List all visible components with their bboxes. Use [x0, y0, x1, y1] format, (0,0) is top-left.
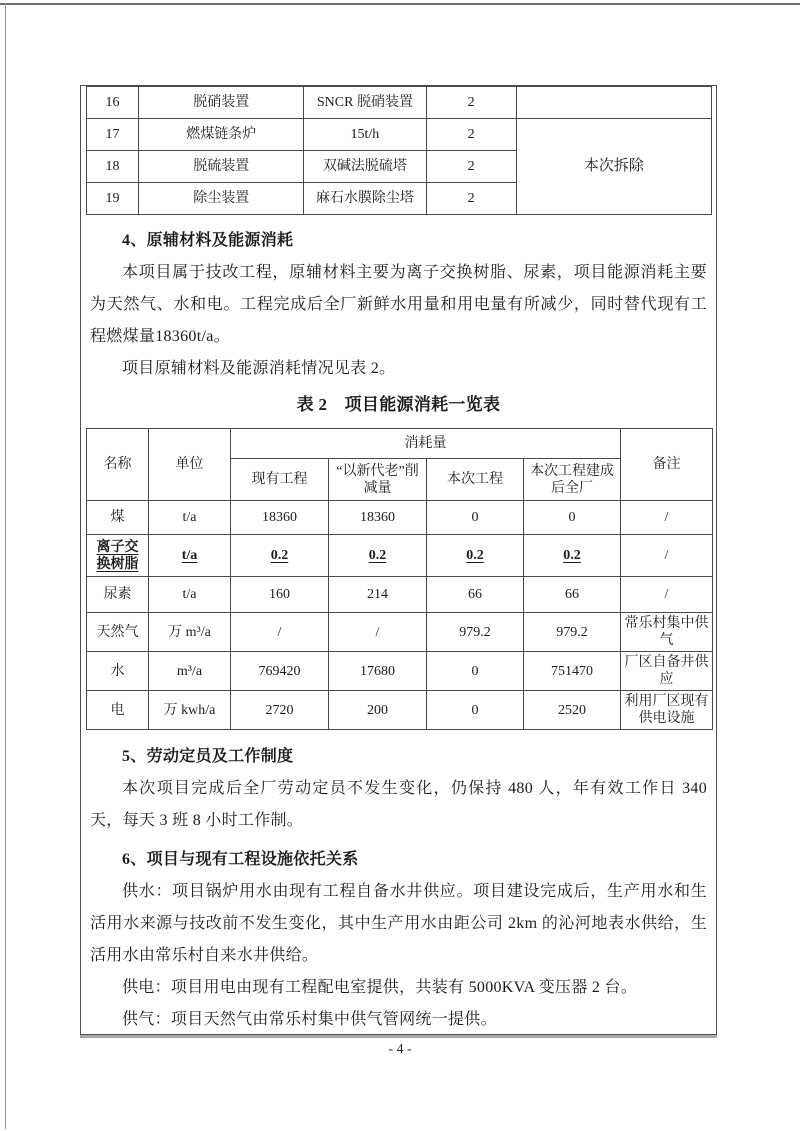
section6-heading: 6、项目与现有工程设施依托关系: [122, 851, 359, 868]
energy-after: 2520: [524, 691, 621, 730]
equip-spec: SNCR 脱硝装置: [304, 87, 426, 119]
energy-reduction: 214: [329, 577, 427, 613]
energy-existing: 769420: [231, 652, 329, 691]
energy-current: 0.2: [427, 535, 524, 577]
energy-existing: /: [231, 613, 329, 652]
col-header-unit: 单位: [149, 429, 231, 501]
energy-unit: 万 kwh/a: [149, 691, 231, 730]
energy-existing: 18360: [231, 501, 329, 535]
energy-unit: t/a: [149, 577, 231, 613]
section6-paragraph-gas: 供气：项目天然气由常乐村集中供气管网统一提供。: [122, 1011, 497, 1028]
energy-reduction: 0.2: [329, 535, 427, 577]
table-row: [87, 501, 713, 535]
table-row: [87, 652, 713, 691]
energy-after: 979.2: [524, 613, 621, 652]
energy-name: 煤: [87, 501, 149, 535]
energy-unit: 万 m³/a: [149, 613, 231, 652]
col-header-remark: 备注: [621, 429, 713, 501]
energy-current: 0: [427, 691, 524, 730]
energy-remark: 厂区自备井供应: [621, 652, 713, 691]
energy-name: 尿素: [87, 577, 149, 613]
section6-paragraph-power: 供电：项目用电由现有工程配电室提供，共装有 5000KVA 变压器 2 台。: [122, 979, 638, 996]
energy-consumption-table: [86, 428, 713, 730]
equip-no: 17: [87, 119, 139, 151]
col-subheader-reduction: “以新代老”削减量: [329, 459, 427, 501]
energy-name: 离子交换树脂: [87, 535, 149, 577]
energy-unit: m³/a: [149, 652, 231, 691]
col-subheader-existing: 现有工程: [231, 459, 329, 501]
energy-current: 979.2: [427, 613, 524, 652]
section4-paragraph-1: 本项目属于技改工程，原辅材料主要为离子交换树脂、尿素，项目能源消耗主要为天然气、水和电。工程完成后全厂新鲜水用量和用电量有所减少，同时替代现有工程燃煤量18360t/a。: [90, 264, 707, 345]
energy-after: 0.2: [524, 535, 621, 577]
table-row: [87, 577, 713, 613]
equip-name: 除尘装置: [139, 183, 304, 215]
equip-no: 19: [87, 183, 139, 215]
energy-existing: 0.2: [231, 535, 329, 577]
page-number: - 4 -: [388, 1042, 412, 1057]
equip-spec: 双碱法脱硫塔: [304, 151, 426, 183]
energy-name: 电: [87, 691, 149, 730]
equip-remark-merged: 本次拆除: [516, 119, 711, 215]
equip-no: 16: [87, 87, 139, 119]
document-content-frame: [80, 85, 717, 1035]
energy-after: 751470: [524, 652, 621, 691]
equip-no: 18: [87, 151, 139, 183]
table-row-revision: [87, 535, 713, 577]
energy-unit: t/a: [149, 535, 231, 577]
energy-unit: t/a: [149, 501, 231, 535]
section4-paragraph-2: 项目原辅材料及能源消耗情况见表 2。: [122, 360, 396, 377]
equip-remark: [516, 87, 711, 119]
equip-spec: 麻石水膜除尘塔: [304, 183, 426, 215]
energy-name: 水: [87, 652, 149, 691]
equip-name: 脱硫装置: [139, 151, 304, 183]
table-row: [87, 613, 713, 652]
equip-name: 脱硝装置: [139, 87, 304, 119]
energy-reduction: /: [329, 613, 427, 652]
energy-remark: 利用厂区现有供电设施: [621, 691, 713, 730]
energy-name: 天然气: [87, 613, 149, 652]
table-row: [87, 119, 712, 151]
equip-spec: 15t/h: [304, 119, 426, 151]
table-header-row: [87, 429, 713, 459]
equip-qty: 2: [426, 183, 516, 215]
energy-table-title: 表 2 项目能源消耗一览表: [296, 395, 501, 414]
col-subheader-after: 本次工程建成后全厂: [524, 459, 621, 501]
energy-current: 66: [427, 577, 524, 613]
energy-remark: /: [621, 501, 713, 535]
col-header-consumption: 消耗量: [231, 429, 621, 459]
energy-remark: 常乐村集中供气: [621, 613, 713, 652]
energy-current: 0: [427, 501, 524, 535]
section5-heading: 5、劳动定员及工作制度: [122, 748, 294, 765]
equip-qty: 2: [426, 87, 516, 119]
energy-after: 0: [524, 501, 621, 535]
energy-existing: 2720: [231, 691, 329, 730]
energy-reduction: 200: [329, 691, 427, 730]
section6-paragraph-water: 供水：项目锅炉用水由现有工程自备水井供应。项目建设完成后，生产用水和生活用水来源与技改前不发生变化，其中生产用水由距公司 2km 的沁河地表水供给，生活用水由常乐村自来水井供给。: [90, 883, 707, 964]
col-header-name: 名称: [87, 429, 149, 501]
equip-qty: 2: [426, 151, 516, 183]
section5-paragraph: 本次项目完成后全厂劳动定员不发生变化，仍保持 480 人，年有效工作日 340 天，每天 3 班 8 小时工作制。: [90, 780, 707, 829]
energy-remark: /: [621, 535, 713, 577]
section4-heading: 4、原辅材料及能源消耗: [122, 232, 294, 249]
energy-after: 66: [524, 577, 621, 613]
energy-existing: 160: [231, 577, 329, 613]
equip-qty: 2: [426, 119, 516, 151]
energy-current: 0: [427, 652, 524, 691]
table-row: [87, 87, 712, 119]
equipment-table: [86, 86, 712, 215]
energy-reduction: 17680: [329, 652, 427, 691]
equip-name: 燃煤链条炉: [139, 119, 304, 151]
scan-page-top-edge: [0, 3, 800, 5]
table-row: [87, 691, 713, 730]
energy-remark: /: [621, 577, 713, 613]
col-subheader-current: 本次工程: [427, 459, 524, 501]
scan-page-left-edge: [5, 3, 6, 1129]
energy-reduction: 18360: [329, 501, 427, 535]
